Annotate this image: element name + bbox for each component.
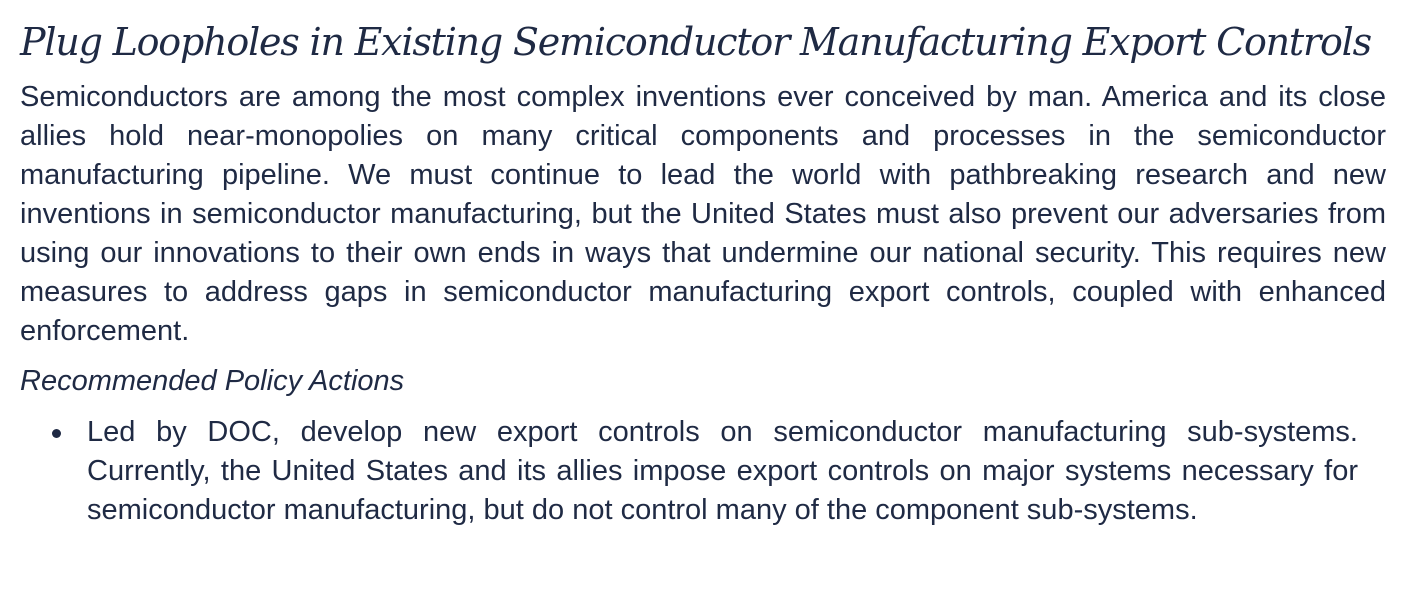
section-heading: Plug Loopholes in Existing Semiconductor Manufacturing Export Controls: [20, 20, 1371, 64]
list-item-text: Led by DOC, develop new export controls on semiconductor manufacturing sub-systems. Currently, the United States and its allies impose export controls on major systems necessary for semiconductor manufacturing, but do not control many of the component sub-systems.: [87, 416, 1358, 526]
bullet-icon: [52, 429, 61, 438]
policy-actions-subheading: Recommended Policy Actions: [20, 365, 405, 397]
list-item: [20, 413, 1386, 530]
body-paragraph: Semiconductors are among the most complex inventions ever conceived by man. America and its close allies hold near-monopolies on many critical components and processes in the semiconductor manufacturing pipeline. We must continue to lead the world with pathbreaking research and new inventions in semiconductor manufacturing, but the United States must also prevent our adversaries from using our innovations to their own ends in ways that undermine our national security. This requires new measures to address gaps in semiconductor manufacturing export controls, coupled with enhanced enforcement.: [20, 81, 1386, 347]
policy-actions-list: [20, 413, 1386, 530]
